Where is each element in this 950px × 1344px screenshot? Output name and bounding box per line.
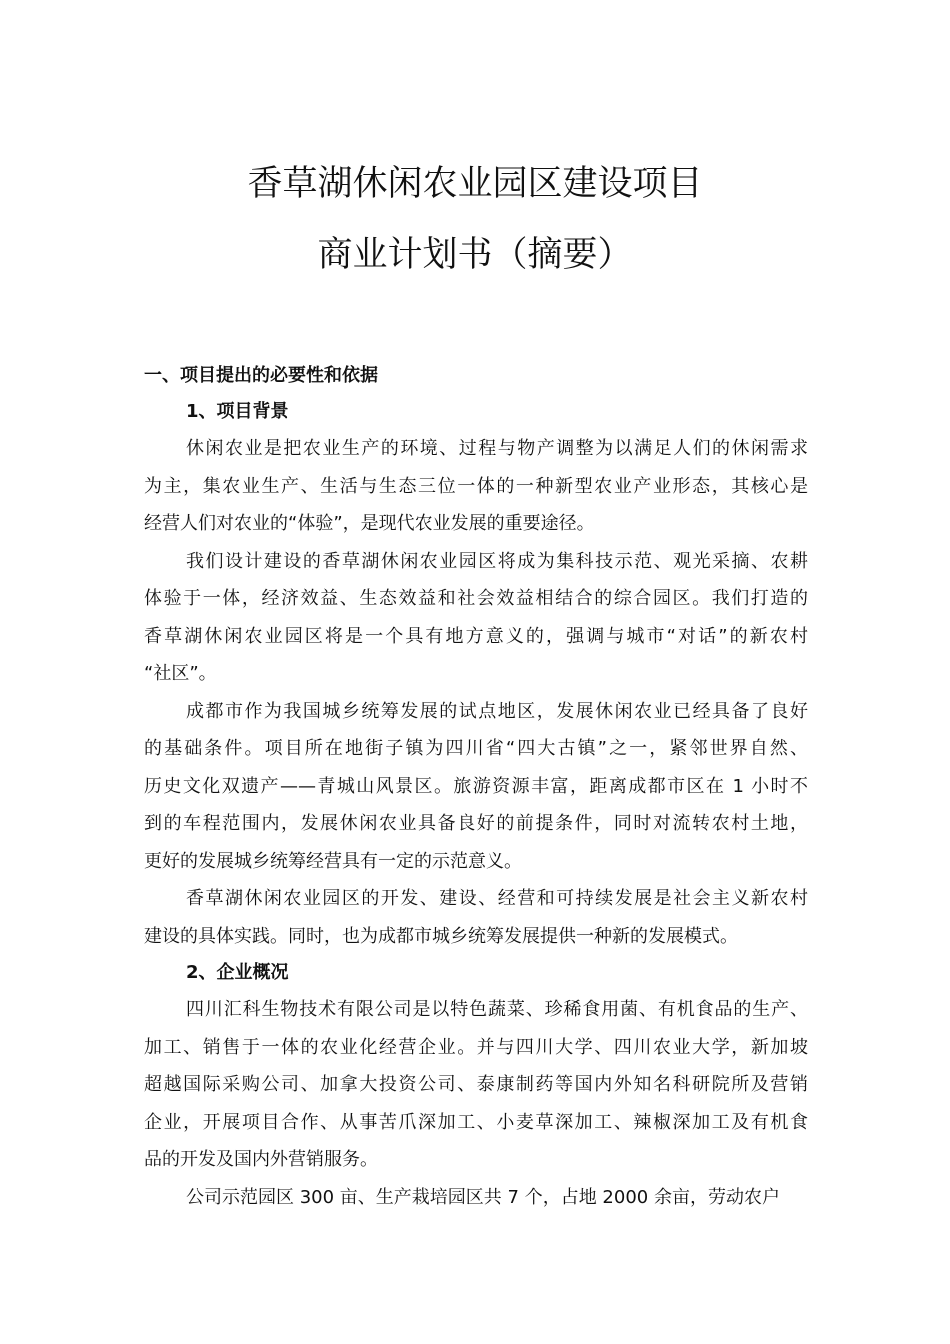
paragraph-background-2 [144,543,808,693]
document-body [144,358,808,1216]
document-title: 香草湖休闲农业园区建设项目 [247,164,703,204]
text-line: 休闲农业是把农业生产的环境、过程与物产调整为以满足人们的休闲需求 [186,438,808,459]
text-line: 我们设计建设的香草湖休闲农业园区将成为集科技示范、观光采摘、农耕 [186,550,808,572]
section-heading: 一、项目提出的必要性和依据 [144,365,378,386]
text-line: 企业，开展项目合作、从事苦爪深加工、小麦草深加工、辣椒深加工及有机食 [144,1111,808,1133]
text-line: 历史文化双遗产——青城山风景区。旅游资源丰富，距离成都市区在 1 小时不 [144,775,808,797]
text-line: 四川汇科生物技术有限公司是以特色蔬菜、珍稀食用菌、有机食品的生产、 [186,999,808,1020]
text-line: 香草湖休闲农业园区将是一个具有地方意义的，强调与城市“对话”的新农村 [144,625,808,647]
title-block [0,162,950,277]
text-line: 香草湖休闲农业园区的开发、建设、经营和可持续发展是社会主义新农村 [186,888,808,909]
text-line: 公司示范园区 300 亩、生产栽培园区共 7 个，占地 2000 余亩，劳动农户 [186,1186,780,1208]
text-line: 的基础条件。项目所在地街子镇为四川省“四大古镇”之一，紧邻世界自然、 [144,738,808,759]
paragraph-company-2 [144,1179,808,1217]
text-line: 体验于一体，经济效益、生态效益和社会效益相结合的综合园区。我们打造的 [144,588,808,609]
text-line: 到的车程范围内，发展休闲农业具备良好的前提条件，同时对流转农村土地， [144,813,808,834]
text-line: 为主，集农业生产、生活与生态三位一体的一种新型农业产业形态，其核心是 [144,475,808,497]
paragraph-company-1 [144,991,808,1179]
paragraph-background-1 [144,430,808,543]
text-line: 品的开发及国内外营销服务。 [144,1149,378,1170]
document-subtitle: 商业计划书（摘要） [317,235,633,275]
subsection-heading-company: 2、企业概况 [186,962,289,983]
text-line: 更好的发展城乡统筹经营具有一定的示范意义。 [144,850,522,872]
text-line: 超越国际采购公司、加拿大投资公司、泰康制药等国内外知名科研院所及营销 [144,1074,808,1095]
text-line: 经营人们对农业的“体验”，是现代农业发展的重要途径。 [144,513,595,534]
text-line: 成都市作为我国城乡统筹发展的试点地区，发展休闲农业已经具备了良好 [186,700,808,722]
paragraph-background-4 [144,880,808,955]
text-line: 建设的具体实践。同时，也为成都市城乡统筹发展提供一种新的发展模式。 [144,925,738,947]
text-line: 加工、销售于一体的农业化经营企业。并与四川大学、四川农业大学，新加坡 [144,1036,808,1058]
subsection-heading-background: 1、项目背景 [186,401,289,422]
text-line: “社区”。 [144,663,217,684]
paragraph-background-3 [144,693,808,881]
